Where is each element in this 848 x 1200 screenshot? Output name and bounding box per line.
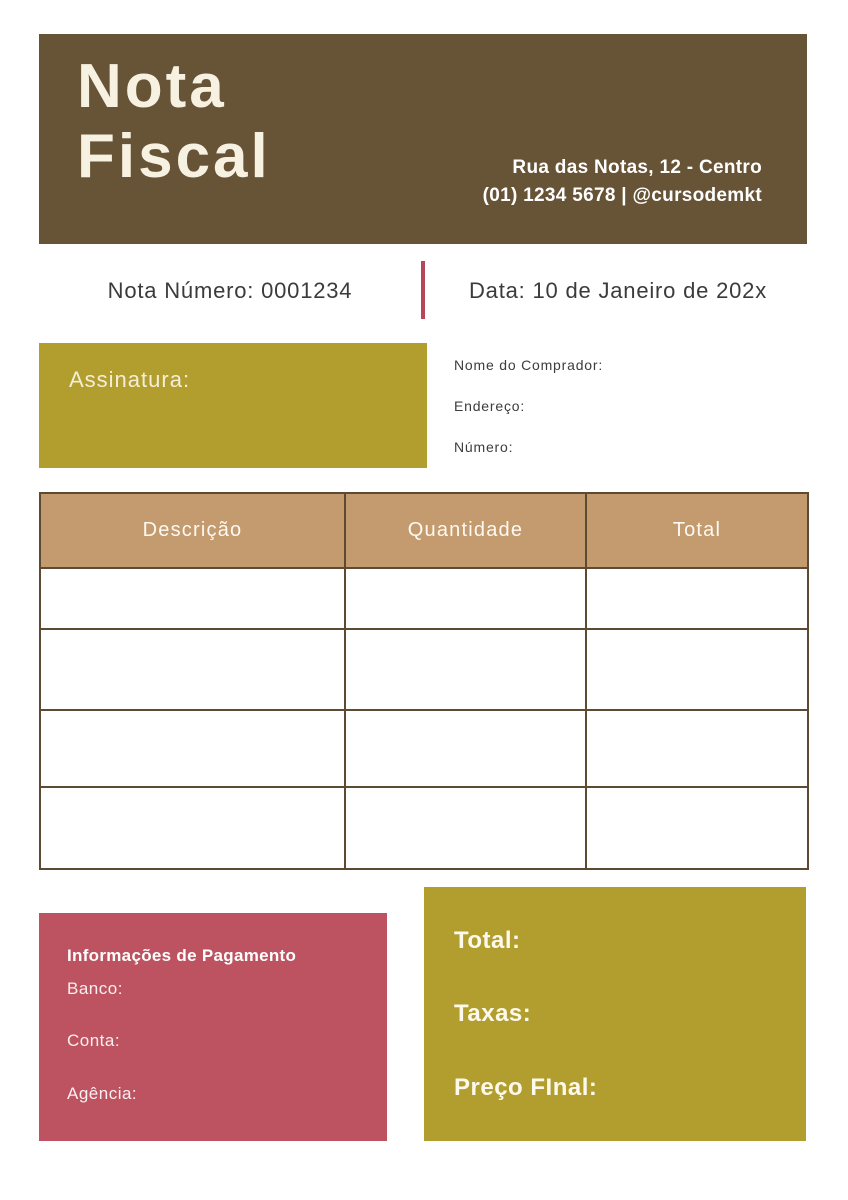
table-row: [40, 787, 808, 869]
table-cell: [40, 568, 345, 629]
header-phone-handle: (01) 1234 5678 | @cursodemkt: [482, 185, 762, 206]
column-header-description: Descrição: [40, 493, 345, 568]
payment-info-title: Informações de Pagamento: [67, 946, 297, 965]
invoice-number: Nota Número: 0001234: [107, 278, 353, 303]
table-cell: [586, 629, 808, 710]
table-cell: [40, 710, 345, 787]
column-header-quantity: Quantidade: [345, 493, 586, 568]
table-cell: [345, 787, 586, 869]
header-banner: [39, 34, 807, 244]
brand-title-line2: Fiscal: [77, 122, 271, 191]
totals-taxes-label: Taxas:: [454, 1000, 532, 1027]
brand-title-line1: Nota: [77, 52, 227, 121]
header-contact-block: [483, 154, 762, 210]
signature-label: Assinatura:: [69, 367, 191, 392]
payment-info-box: [39, 913, 387, 1141]
buyer-address-label: Endereço:: [454, 398, 526, 414]
brand-title: [77, 52, 271, 192]
table-row: [40, 568, 808, 629]
table-cell: [586, 787, 808, 869]
table-cell: [586, 568, 808, 629]
payment-bank-label: Banco:: [67, 979, 123, 998]
totals-total-label: Total:: [454, 927, 521, 954]
table-row: [40, 710, 808, 787]
table-cell: [345, 710, 586, 787]
buyer-name-label: Nome do Comprador:: [454, 357, 604, 373]
table-cell: [40, 629, 345, 710]
signature-box: [39, 343, 427, 468]
payment-account-label: Conta:: [67, 1031, 121, 1050]
table-cell: [345, 629, 586, 710]
header-address: Rua das Notas, 12 - Centro: [512, 157, 762, 178]
items-table-header-row: [40, 493, 808, 568]
table-cell: [345, 568, 586, 629]
totals-final-price-label: Preço FInal:: [454, 1074, 598, 1101]
table-cell: [586, 710, 808, 787]
table-row: [40, 629, 808, 710]
meta-divider: [421, 261, 425, 319]
totals-box: [424, 887, 806, 1141]
buyer-number-label: Número:: [454, 439, 514, 455]
column-header-total: Total: [586, 493, 808, 568]
invoice-date: Data: 10 de Janeiro de 202x: [468, 278, 768, 303]
items-table: [39, 492, 809, 870]
payment-agency-label: Agência:: [67, 1084, 138, 1103]
table-cell: [40, 787, 345, 869]
